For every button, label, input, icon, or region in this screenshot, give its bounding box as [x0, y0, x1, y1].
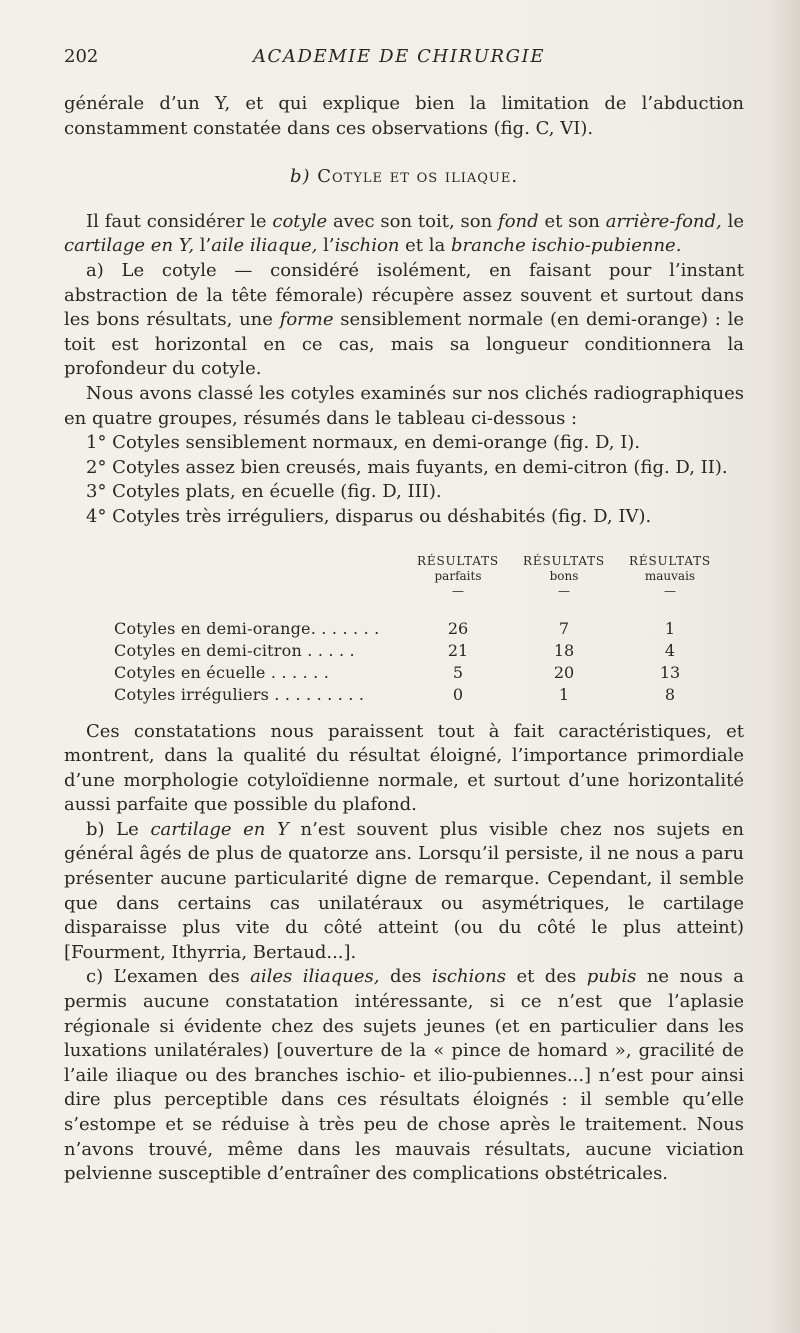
intro-paragraph: générale d’un Y, et qui explique bien la limitation de l’abduction constamment constatée dans ces observations (fig. C, VI).	[64, 93, 744, 139]
text-run: l’	[317, 235, 335, 257]
text-run: l’	[194, 235, 212, 257]
emphasis-run: cartilage en Y,	[64, 235, 195, 257]
emphasis-run: arrière-fond,	[605, 210, 722, 232]
emphasis-run: ailes iliaques,	[250, 966, 380, 988]
row-label: Cotyles irréguliers . . . . . . . . .	[114, 684, 365, 704]
column-header-rule: —	[558, 583, 570, 598]
table-row	[114, 684, 734, 706]
paragraph-consider	[64, 210, 744, 259]
column-header-mauvais	[622, 554, 718, 599]
column-header-title: RÉSULTATS	[417, 553, 499, 568]
section-heading-title: Cotyle et os iliaque.	[317, 166, 519, 188]
paragraph-classification: Nous avons classé les cotyles examinés sur nos clichés radiographiques en quatre groupes, résumés dans le tableau ci-dessous :	[64, 382, 744, 429]
cell-value: 13	[659, 662, 681, 682]
table-row	[114, 640, 734, 662]
text-run: sensiblement normale (en demi-orange) : le toit est horizontal en ce cas, mais sa longueur conditionnera la profondeur du cotyle.	[64, 309, 744, 380]
cell-value: 18	[553, 640, 575, 660]
text-run: et des	[505, 966, 587, 988]
section-heading	[64, 165, 744, 190]
paragraph-constatations: Ces constatations nous paraissent tout à fait caractéristiques, et montrent, dans la qualité du résultat éloigné, l’importance primordiale d’une morphologie cotyloïdienne normale, et surtout d’une horizontalité aussi parfaite que possible du plafond.	[64, 720, 744, 816]
paragraph-examen	[64, 965, 744, 1186]
page-number: 202	[64, 46, 99, 67]
emphasis-run: ischions	[431, 966, 506, 988]
text-run: et la	[399, 235, 451, 257]
text-run: n’est souvent plus visible chez nos sujets en général âgés de plus de quatorze ans. Lorsqu’il persiste, il ne nous a paru présenter aucune particularité digne de remarque. Cependant, il semble que dans certains cas unilatéraux ou asymétriques, le cartilage disparaisse plus vite du côté atteint (ou du côté le plus atteint) [Fourment, Ithyrria, Bertaud...].	[64, 818, 744, 963]
emphasis-run: ischion	[334, 235, 400, 257]
emphasis-run: cartilage en Y	[150, 818, 289, 840]
text-run: des	[379, 966, 432, 988]
emphasis-run: cotyle	[272, 210, 328, 232]
cell-value: 7	[558, 618, 570, 638]
column-header-title: RÉSULTATS	[523, 553, 605, 568]
text-run: ne nous a permis aucune constatation intéressante, si ce n’est que l’aplasie régionale si évidente chez des sujets jeunes (et en particulier dans les luxations unilatérales) [ouverture de la « pince de homard », gracilité de l’aile iliaque ou des branches ischio- et ilio-pubiennes...] n’est pour ainsi dire plus perceptible dans ces résultats éloignés : il semble qu’elle s’estompe et se réduise à très peu de chose après le traitement. Nous n’avons trouvé, même dans les mauvais résultats, aucune viciation pelvienne susceptible d’entraîner des complications obstétricales.	[64, 966, 745, 1185]
column-header-subtitle: bons	[549, 568, 579, 583]
column-header-parfaits	[410, 554, 506, 599]
text-run: Il faut considérer le	[86, 210, 273, 232]
column-header-rule: —	[664, 583, 676, 598]
results-table	[64, 553, 744, 704]
cell-value: 8	[664, 684, 676, 704]
paragraph-cartilage	[64, 818, 744, 966]
list-item: 3° Cotyles plats, en écuelle (fig. D, III).	[86, 481, 442, 503]
text-run: avec son toit, son	[327, 210, 499, 232]
table-row	[114, 618, 734, 640]
column-header-subtitle: parfaits	[434, 568, 482, 583]
page-header	[64, 46, 734, 72]
column-header-title: RÉSULTATS	[629, 553, 711, 568]
emphasis-run: pubis	[586, 966, 637, 988]
cell-value: 0	[452, 684, 464, 704]
list-item: 1° Cotyles sensiblement normaux, en demi-orange (fig. D, I).	[86, 432, 641, 454]
cell-value: 5	[452, 662, 464, 682]
text-run: c) L’examen des	[86, 966, 251, 988]
text-run: a) Le cotyle — considéré isolément, en faisant pour l’instant abstraction de la tête fémorale) récupère assez souvent et surtout dans les bons résultats, une	[64, 259, 744, 331]
cell-value: 1	[664, 618, 676, 638]
row-label: Cotyles en écuelle . . . . . .	[114, 662, 330, 682]
cell-value: 20	[553, 662, 575, 682]
cell-value: 26	[447, 618, 469, 638]
row-label: Cotyles en demi-citron . . . . .	[114, 640, 355, 660]
cell-value: 4	[664, 640, 676, 660]
body-text	[64, 92, 744, 1187]
text-run: et son	[538, 210, 606, 232]
emphasis-run: fond	[498, 210, 539, 232]
cell-value: 21	[447, 640, 469, 660]
emphasis-run: branche ischio-pubienne.	[450, 235, 682, 257]
row-label: Cotyles en demi-orange. . . . . . .	[114, 618, 380, 638]
paragraph-cotyle	[64, 259, 744, 382]
text-run: le	[721, 210, 744, 232]
column-header-bons	[516, 554, 612, 599]
emphasis-run: forme	[279, 309, 334, 331]
section-heading-letter: b)	[289, 166, 311, 188]
column-header-rule: —	[452, 583, 464, 598]
text-run: b) Le	[86, 818, 151, 840]
cell-value: 1	[558, 684, 570, 704]
list-item: 4° Cotyles très irréguliers, disparus ou déshabités (fig. D, IV).	[86, 505, 652, 527]
list-item: 2° Cotyles assez bien creusés, mais fuyants, en demi-citron (fig. D, II).	[86, 456, 728, 478]
column-header-subtitle: mauvais	[644, 568, 696, 583]
emphasis-run: aile iliaque,	[211, 235, 318, 257]
running-title: ACADEMIE DE CHIRURGIE	[252, 46, 546, 67]
table-row	[114, 662, 734, 684]
